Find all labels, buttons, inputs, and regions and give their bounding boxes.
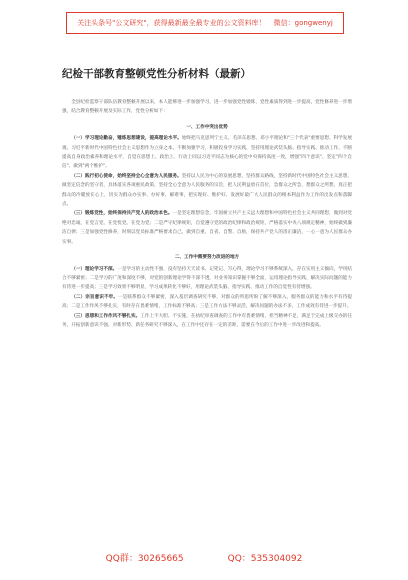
body-paragraph	[62, 312, 352, 331]
body-paragraph	[62, 209, 352, 247]
paragraph-text: 始终把马克思列宁主义、毛泽东思想、邓小平理论和"三个代表"重要思想、科学发展观、习近平新时代中国特色社会主义思想作为立身之本，不断加强学习，积极投身学习实践，坚持用理论武装头脑、指导实践、推动工作，不断提高自身政治素养和理论水平，自觉在思想上、政治上、行动上同以习近平同志为核心的党中央保持高度一致，增强"四个意识"、坚定"四个自信"、做到"两个维护"。	[62, 136, 352, 170]
body-paragraph	[62, 293, 352, 312]
footer-qq-group: QQ群：30265665	[105, 554, 184, 564]
paragraph-text: 工作上不大胆、不实施，在执纪审查调查的工作中有畏难情绪，担当精神不足，满足于完成上级交办的任务，开拓创新意识不强，对新形势、新任务研究不够深入，在工作中还存在一定的差距，需要在今后的工作中进一步改进和提高。	[62, 313, 352, 328]
paragraph-text: 一是坚定理想信念，牢固树立共产主义远大理想和中国特色社会主义共同理想，做到对党绝对忠诚，在党言党、在党忧党、在党为党；二是严守纪律规矩，自觉遵守党的政治纪律和政治规矩，严格落实中央八项规定精神，始终做到廉洁自律；三是加强党性修养，时刻以党员标准严格要求自己，做到自重、自省、自警、自励，保持共产党人的清正廉洁，一心一意为人民群众办实事。	[62, 211, 352, 245]
document-title: 纪检干部教育整顿党性分析材料（最新）	[62, 68, 251, 80]
paragraph-lead: （三）锻炼党性，始终保持共产党人的政治本色。	[71, 211, 173, 217]
paragraph-lead: （三）思想和工作作风不够扎实。	[71, 313, 141, 319]
body-paragraph	[62, 98, 352, 117]
paragraph-lead: （二）宗旨意识不牢。	[71, 294, 118, 300]
footer-qq: QQ：535304092	[227, 554, 303, 564]
body-paragraph	[62, 265, 352, 293]
document-body	[62, 98, 352, 330]
paragraph-lead: （二）践行初心使命，始终坚持全心全意为人民服务。	[71, 173, 182, 179]
paragraph-lead: （一）学习理论勤奋，锤炼思想建设，提高理论水平。	[71, 136, 182, 142]
paragraph-lead: （一）理论学习不深。	[71, 266, 118, 272]
banner-wechat: 微信：gongwenyj	[273, 19, 333, 27]
body-paragraph	[62, 134, 352, 172]
body-paragraph	[62, 172, 352, 210]
section-heading: 二、工作中需要努力改进的地方	[174, 255, 240, 261]
paragraph-text: 全县纪检监察干部队伍教育整顿开展以来，本人能够进一步加强学习，进一步加强党性锻炼，党性素质得到进一步提高，党性修养进一步增强，结合教育整顿开展及实际工作，党性分析如下：	[62, 100, 352, 115]
paragraph-text: 一是学习的主动性不强，没有坚持天天读书、记笔记、写心得，理论学习不够系统深入，存在实用主义倾向，学用结合不够紧密；二是学习的广度和深度不够，对党的创新理论学得不深不透，对业务知识掌握不够全面，运用理论指导实践、解决实际问题的能力有待进一步提高；三是学习效果不够明显，学习成果转化不够好，用理论武装头脑、指导实践、推动工作的自觉性有待增强。	[62, 266, 352, 291]
header-banner[interactable]	[66, 12, 344, 34]
banner-text: 关注头条号"公文研究"，获得最新最全最专业的公文资料库！	[77, 19, 266, 27]
paragraph-text: 坚持以人民为中心的发展思想，坚持群众路线，坚持新时代中国特色社会主义思想，做坚定信念的坚守者，具体落实各项惠民政策，坚持全心全意为人民服务的宗旨，把人民利益放在首位，急群众之所急，想群众之所想，真正把群众的冷暖放在心上，切实为群众办实事、办好事、解难事，把实现好、维护好、发展好最广大人民群众的根本利益作为工作的出发点和落脚点。	[62, 173, 352, 208]
section-heading: 一、工作中突出优势	[186, 124, 228, 130]
footer-contact	[0, 551, 408, 564]
paragraph-text: 一是联系群众不够紧密，深入基层调查研究不够，对群众的所思所盼了解不够深入，服务群众的能力和水平有待提高；二是工作作风不够扎实，有时存在畏难情绪，工作标准不够高；三是工作方法不够灵活，解决问题的办法不多，工作成效有待进一步提升。	[62, 294, 352, 310]
